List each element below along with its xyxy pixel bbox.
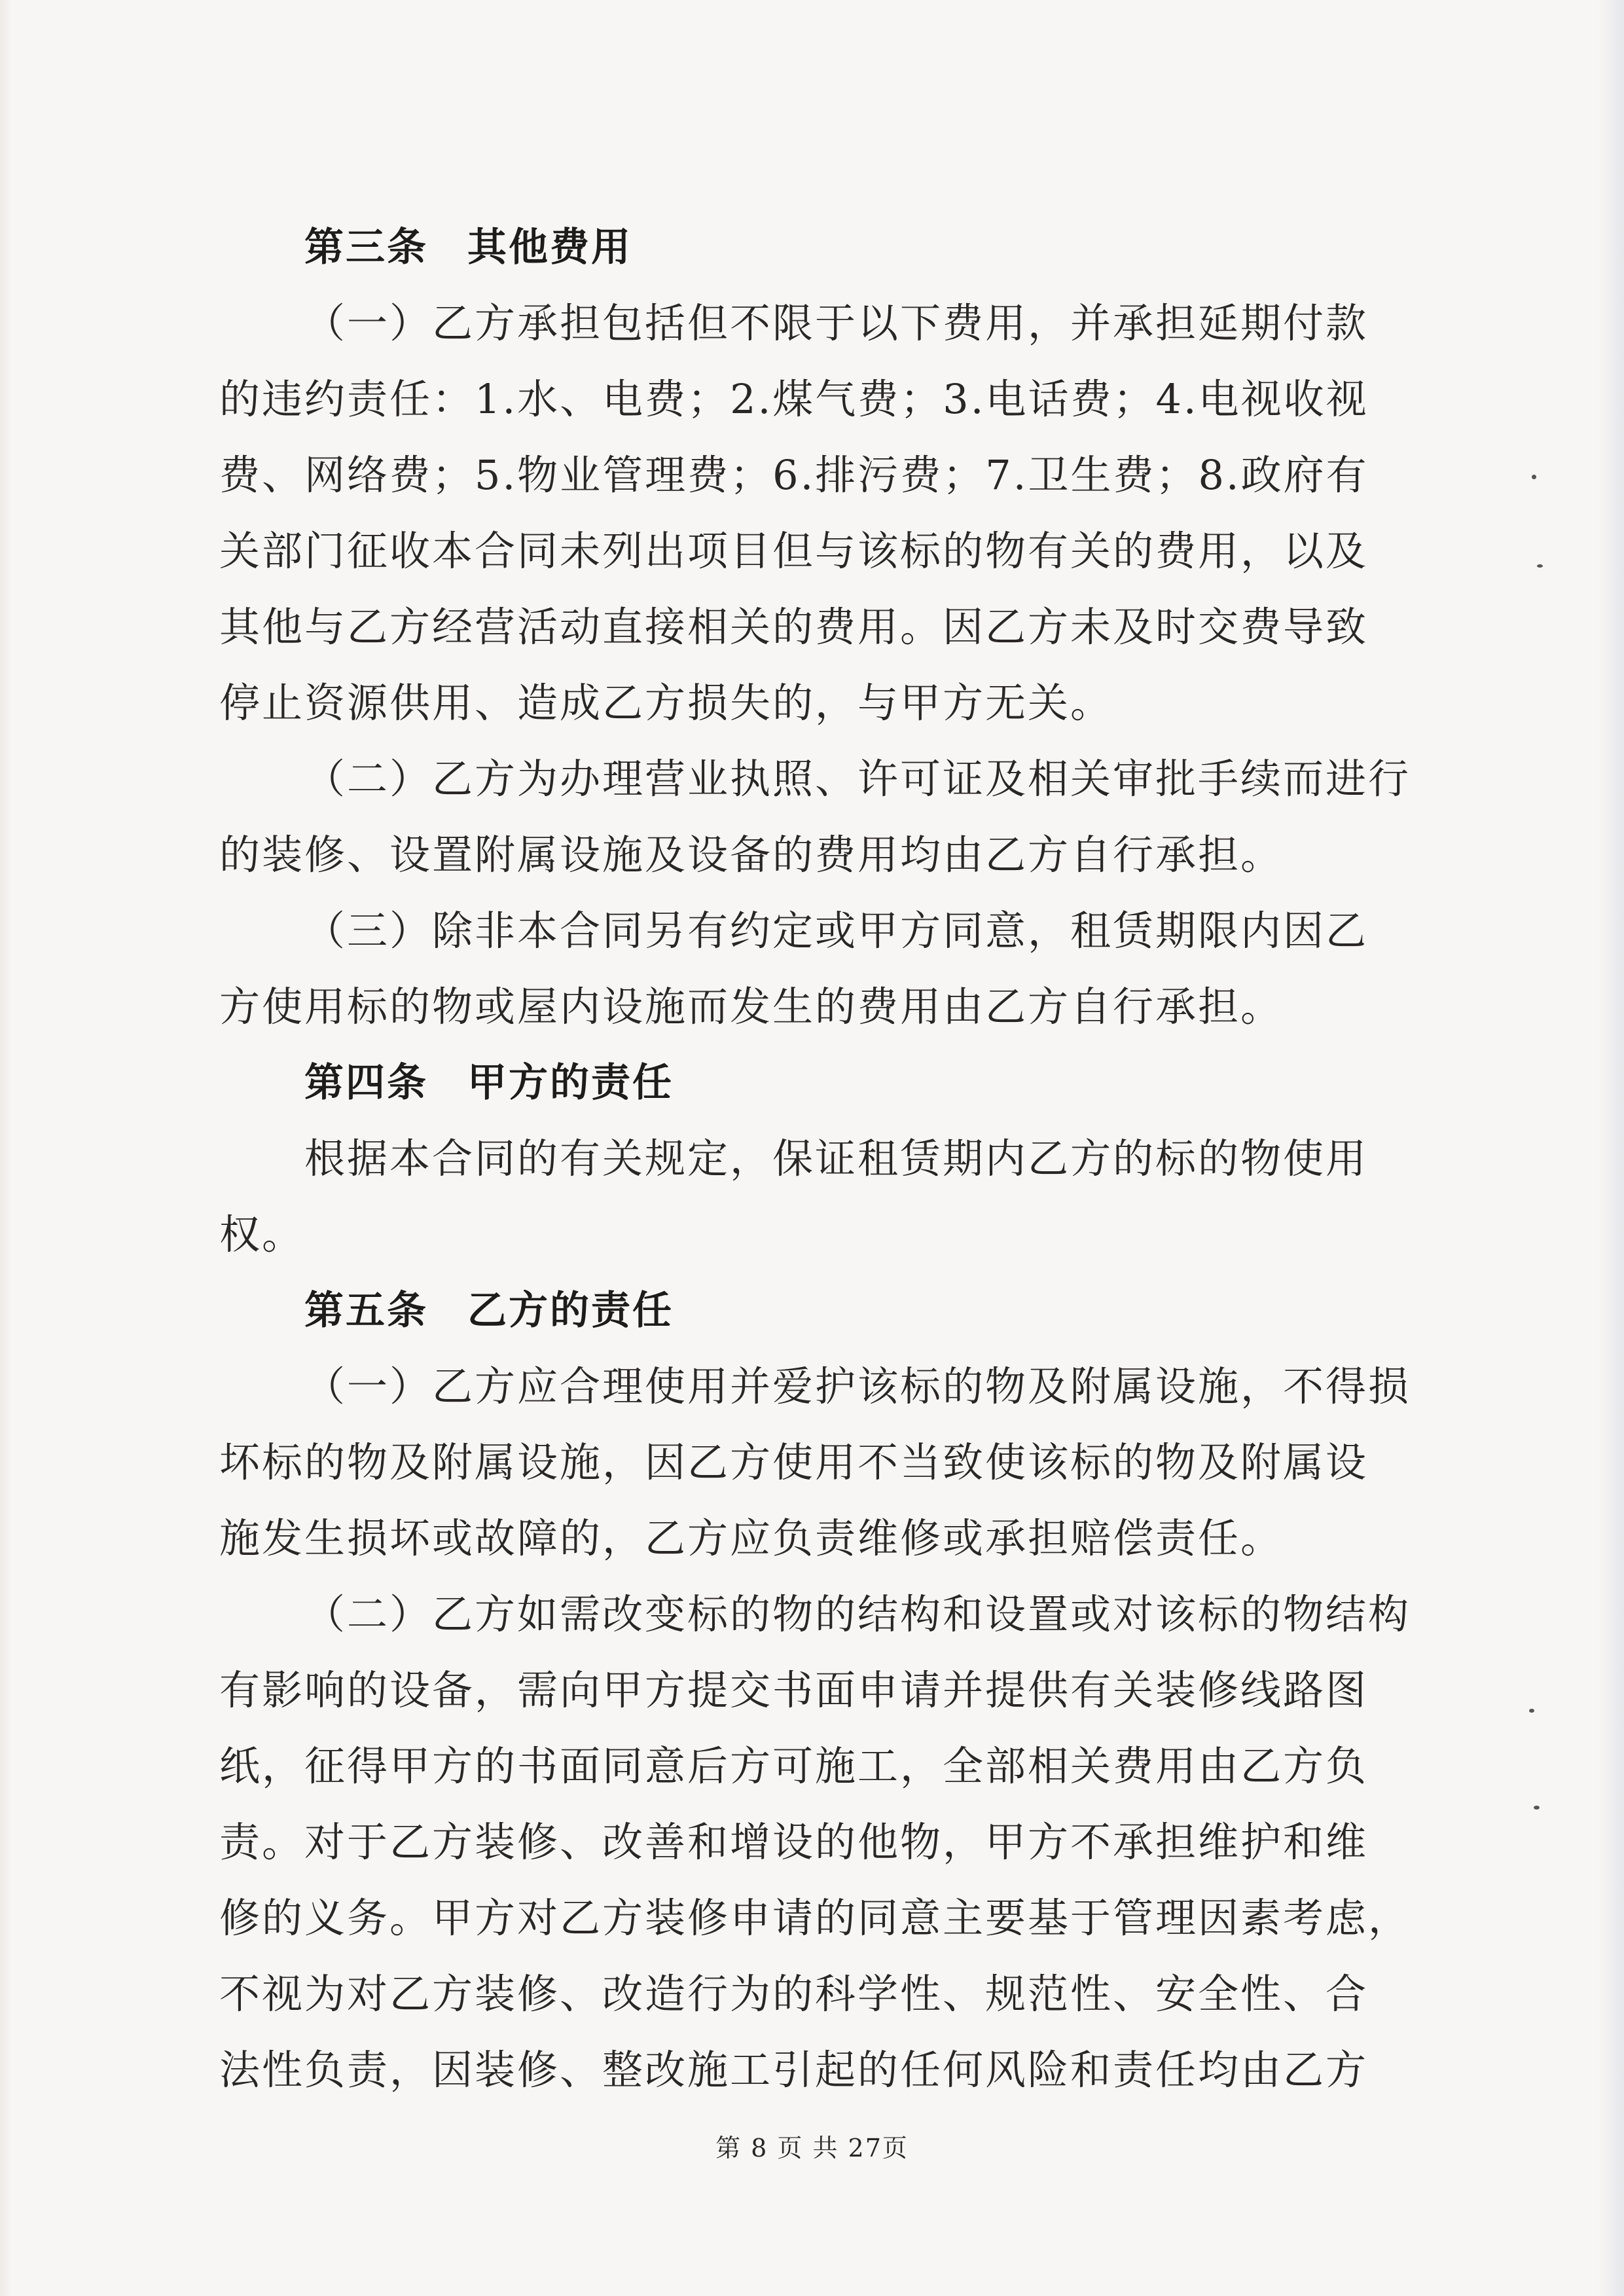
paragraph-line: 的违约责任：1.水、电费；2.煤气费；3.电话费；4.电视收视 [219,375,1369,423]
document-body [219,210,1411,2108]
section-5-title: 乙方的责任 [467,1288,674,1334]
scan-shadow-right [1598,0,1624,2296]
section-3-heading [219,210,1411,285]
paragraph-line: 根据本合同的有关规定，保证租赁期内乙方的标的物使用 [304,1135,1369,1182]
paragraph-line: 权。 [219,1211,305,1258]
paragraph-line: （一）乙方应合理使用并爱护该标的物及附属设施，不得损 [304,1362,1411,1410]
scan-speck [1534,1806,1540,1810]
paragraph-line: 其他与乙方经营活动直接相关的费用。因乙方未及时交费导致 [219,603,1369,651]
paragraph-line: 责。对于乙方装修、改善和增设的他物，甲方不承担维护和维 [219,1818,1369,1866]
paragraph-line: 停止资源供用、造成乙方损失的，与甲方无关。 [219,679,1113,727]
paragraph-line: 方使用标的物或屋内设施而发生的费用由乙方自行承担。 [219,983,1284,1030]
paragraph-line: （一）乙方承担包括但不限于以下费用，并承担延期付款 [304,299,1369,347]
scan-speck [1532,475,1536,479]
paragraph-line: 有影响的设备，需向甲方提交书面申请并提供有关装修线路图 [219,1666,1369,1714]
scan-speck [1529,1709,1534,1713]
paragraph-line: 法性负责，因装修、整改施工引起的任何风险和责任均由乙方 [219,2046,1369,2094]
section-4-heading [219,1045,1411,1121]
paragraph-line: （二）乙方为办理营业执照、许可证及相关审批手续而进行 [304,755,1411,803]
section-4-title: 甲方的责任 [467,1060,674,1106]
paragraph-line: 施发生损坏或故障的，乙方应负责维修或承担赔偿责任。 [219,1514,1284,1562]
section-4-number: 第四条 [304,1060,428,1106]
scan-shadow-left [0,0,12,2296]
section-5-number: 第五条 [304,1288,428,1334]
paragraph-line: 坏标的物及附属设施，因乙方使用不当致使该标的物及附属设 [219,1438,1369,1486]
paragraph-line: （二）乙方如需改变标的物的结构和设置或对该标的物结构 [304,1590,1411,1638]
paragraph-line: 修的义务。甲方对乙方装修申请的同意主要基于管理因素考虑， [219,1894,1411,1942]
paragraph-line: 关部门征收本合同未列出项目但与该标的物有关的费用，以及 [219,527,1369,575]
section-3-number: 第三条 [304,225,428,270]
paragraph-line: 不视为对乙方装修、改造行为的科学性、规范性、安全性、合 [219,1970,1369,2018]
paragraph-line: （三）除非本合同另有约定或甲方同意，租赁期限内因乙 [304,907,1369,955]
paragraph-line: 的装修、设置附属设施及设备的费用均由乙方自行承担。 [219,831,1284,879]
section-3-title: 其他费用 [467,225,632,270]
page-number-footer: 第 8 页 共 27页 [715,2134,909,2162]
paragraph-line: 纸，征得甲方的书面同意后方可施工，全部相关费用由乙方负 [219,1742,1369,1790]
section-5-heading [219,1273,1411,1349]
paragraph-line: 费、网络费；5.物业管理费；6.排污费；7.卫生费；8.政府有 [219,451,1369,499]
scan-speck [1537,564,1543,568]
